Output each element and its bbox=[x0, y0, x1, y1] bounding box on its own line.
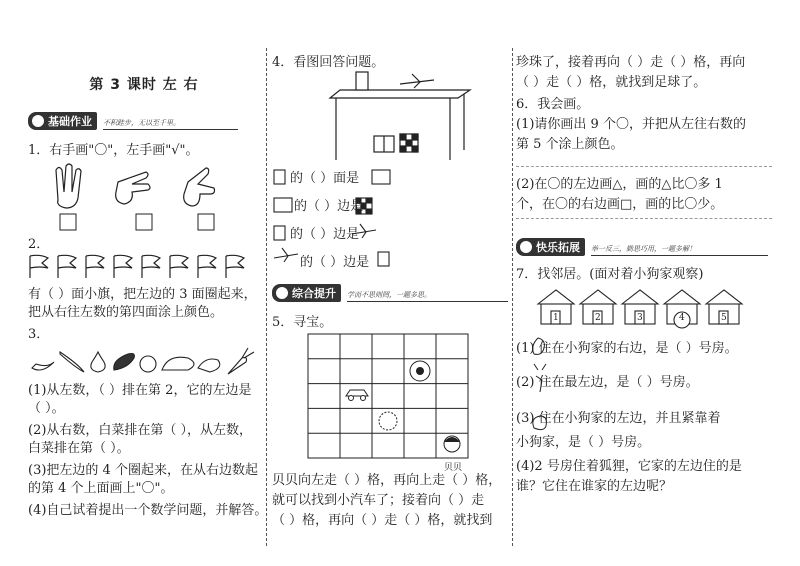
radish-icon bbox=[228, 348, 254, 374]
section-basic-badge: 基础作业 bbox=[28, 112, 97, 130]
page-title: 第 3 课时 左 右 bbox=[89, 77, 199, 93]
banana-icon bbox=[32, 362, 54, 370]
answer-box-3 bbox=[198, 214, 214, 230]
question-3: 3． bbox=[28, 327, 50, 342]
pear-icon bbox=[91, 352, 105, 372]
question-7: 7．找邻居。(面对着小狗家观察) bbox=[516, 267, 704, 282]
column-middle bbox=[272, 48, 508, 548]
column-left bbox=[28, 48, 268, 548]
flags-row bbox=[28, 254, 260, 280]
section-extension-badge: 快乐拓展 bbox=[516, 238, 585, 256]
column-right bbox=[516, 48, 772, 548]
question-3-3a: (3)把左边的 4 个圈起来，在从右边数起 bbox=[28, 463, 258, 478]
section-comprehensive-motto: 学而不思则罔，一题多思。 bbox=[347, 290, 431, 302]
section-comprehensive-rule bbox=[431, 300, 508, 302]
cup-icon-h bbox=[378, 252, 389, 266]
section-basic-rule bbox=[180, 128, 238, 130]
section-basic bbox=[28, 112, 238, 130]
question-7-4b: 谁？它住在谁家的左边呢？ bbox=[516, 479, 673, 494]
plane-icon bbox=[400, 74, 434, 88]
houses-row bbox=[536, 286, 766, 330]
question-6-2b: 个，在〇的右边画□，画的比〇少。 bbox=[516, 197, 724, 212]
question-7-3b: 小狗家，是（ ）号房。 bbox=[516, 435, 651, 450]
cup-icon-e bbox=[274, 226, 285, 240]
flag-icon-1 bbox=[30, 255, 48, 278]
section-basic-motto: 不积跬步，无以至千里。 bbox=[103, 118, 180, 130]
column-divider-2 bbox=[512, 48, 513, 546]
question-3-1a: (1)从左数，（ ）排在第 2，它的左边是 bbox=[28, 383, 252, 398]
question-3-1b: （ ）。 bbox=[28, 401, 65, 416]
house-number-3: 3 bbox=[637, 313, 643, 323]
grid-label-beibei: 贝贝 bbox=[444, 463, 463, 473]
question-7-3a: (3) 住在小狗家的左边，并且紧靠着 bbox=[516, 411, 721, 426]
flag-icon-8 bbox=[226, 255, 244, 278]
question-3-2a: (2)从右数，白菜排在第（ ），从左数， bbox=[28, 423, 253, 438]
question-5: 5．寻宝。 bbox=[272, 315, 333, 330]
hand-icon-3 bbox=[184, 168, 215, 206]
question-7-4a: (4)2 号房住着狐狸，它家的左边住的是 bbox=[516, 459, 742, 474]
question-2-line-1: 有（ ）面小旗，把左边的 3 面圈起来， bbox=[28, 287, 257, 302]
question-5-line-3: （ ）格，再向（ ）走（ ）格，就找到 bbox=[272, 513, 493, 528]
flag-icon-4 bbox=[114, 255, 132, 278]
section-extension bbox=[516, 238, 768, 256]
section-comprehensive-badge: 综合提升 bbox=[272, 284, 341, 302]
question-6-1a: (1)请你画出 9 个〇，并把从左往右数的 bbox=[516, 117, 746, 132]
pepper-icon bbox=[198, 359, 220, 372]
question-4-line-3: 的（ ）边是 bbox=[290, 227, 360, 242]
question-6-1b: 第 5 个涂上颜色。 bbox=[516, 137, 624, 152]
tomato-icon bbox=[140, 356, 156, 372]
question-7-1: (1) 住在小狗家的右边，是（ ）号房。 bbox=[516, 341, 738, 356]
question-4-line-2: 的（ ）边是 bbox=[294, 199, 364, 214]
gift-box-icon-b bbox=[372, 170, 390, 184]
question-3-3b: 的第 4 个上面画上"〇"。 bbox=[28, 481, 174, 496]
flag-icon-5 bbox=[142, 255, 160, 278]
question-5-cont-2: （ ）走（ ）格，就找到足球了。 bbox=[516, 75, 707, 90]
question-3-2b: 白菜排在第（ ）。 bbox=[28, 441, 130, 456]
flag-icon-2 bbox=[58, 255, 76, 278]
question-2: 2． bbox=[28, 237, 50, 252]
flag-icon-3 bbox=[86, 255, 104, 278]
cup-icon bbox=[356, 72, 368, 90]
section-extension-rule bbox=[696, 254, 768, 256]
question-5-cont-1: 珍珠了，接着再向（ ）走（ ）格，再向 bbox=[516, 55, 746, 70]
table-top bbox=[330, 90, 470, 98]
football-icon bbox=[410, 361, 430, 381]
gift-box-icon-c bbox=[274, 198, 292, 212]
question-4-line-1: 的（ ）面是 bbox=[290, 171, 360, 186]
treasure-grid bbox=[308, 334, 478, 464]
question-6-2a: (2)在〇的左边画△，画的△比〇多 1 bbox=[516, 177, 723, 192]
cup-icon-a bbox=[274, 170, 285, 184]
beibei-icon bbox=[444, 436, 460, 452]
question-2-line-2: 把从右往左数的第四面涂上颜色。 bbox=[28, 305, 224, 320]
drawing-area-divider-1 bbox=[516, 166, 772, 167]
hand-icon-1 bbox=[56, 164, 81, 208]
plane-icon-g bbox=[274, 248, 298, 262]
question-5-line-2: 就可以找到小汽车了；接着向（ ）走 bbox=[272, 493, 485, 508]
section-extension-motto: 举一反三，勤思巧用，一题多解！ bbox=[591, 244, 696, 256]
question-6: 6．我会画。 bbox=[516, 97, 590, 112]
answer-box-1 bbox=[60, 214, 76, 230]
pearl-icon bbox=[379, 412, 397, 430]
house-number-5: 5 bbox=[721, 313, 727, 323]
hand-icon-2 bbox=[116, 172, 150, 204]
table-scene-illustration bbox=[330, 70, 480, 162]
eggplant-icon bbox=[114, 354, 135, 371]
flag-icon-7 bbox=[198, 255, 216, 278]
column-divider-1 bbox=[266, 48, 267, 546]
flag-icon-6 bbox=[170, 255, 188, 278]
question-4: 4．看图回答问题。 bbox=[272, 55, 385, 70]
question-5-line-1: 贝贝向左走（ ）格，再向上走（ ）格， bbox=[272, 473, 502, 488]
question-7-2: (2) 住在最左边，是（ ）号房。 bbox=[516, 375, 699, 390]
hand-gestures-illustration bbox=[28, 162, 258, 232]
question-1: 1．右手画"〇"，左手画"√"。 bbox=[28, 143, 199, 158]
question-3-4: (4)自己试着提出一个数学问题，并解答。 bbox=[28, 503, 268, 518]
cabbage-icon bbox=[162, 357, 194, 370]
drawing-area-divider-2 bbox=[516, 218, 772, 219]
section-comprehensive bbox=[272, 284, 508, 302]
house-number-1: 1 bbox=[553, 313, 559, 323]
toy-car-icon bbox=[346, 390, 368, 401]
house-number-4: 4 bbox=[679, 313, 685, 323]
cucumber-icon bbox=[60, 352, 84, 372]
answer-box-2 bbox=[136, 214, 152, 230]
vegetables-row bbox=[28, 346, 260, 376]
house-number-2: 2 bbox=[595, 313, 601, 323]
question-4-line-4: 的（ ）边是 bbox=[300, 255, 370, 270]
